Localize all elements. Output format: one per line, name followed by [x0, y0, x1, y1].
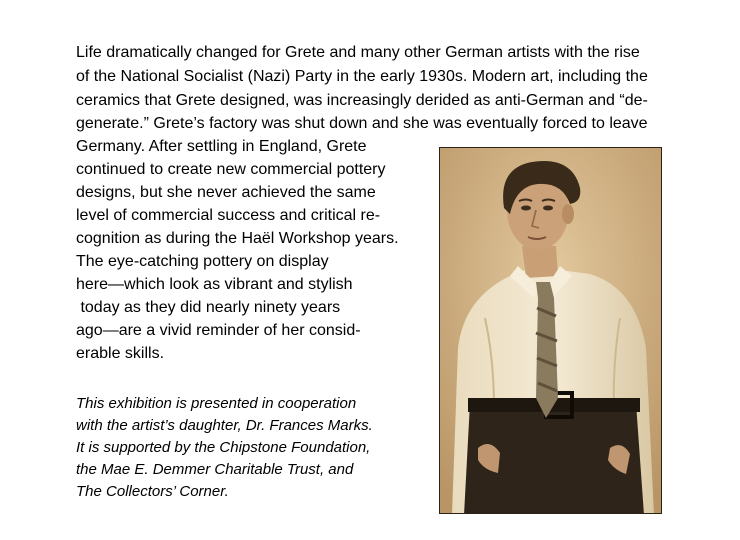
paragraph-line: level of commercial success and critical re- [76, 207, 381, 224]
paragraph-line: erable skills. [76, 345, 165, 362]
paragraph-line: of the National Socialist (Nazi) Party in the early 1930s. Modern art, including the [76, 68, 648, 85]
credit-line: the Mae E. Demmer Charitable Trust, and [76, 461, 354, 478]
paragraph-line: cognition as during the Haël Workshop years. [76, 230, 399, 247]
paragraph-line: designs, but she never achieved the same [76, 184, 376, 201]
paragraph-line: here—which look as vibrant and stylish [76, 276, 353, 293]
portrait-illustration [440, 148, 662, 514]
paragraph-line: Germany. After settling in England, Grete [76, 138, 367, 155]
paragraph-line: generate.” Grete’s factory was shut down and she was eventually forced to leave [76, 115, 648, 132]
paragraph-line: continued to create new commercial pottery [76, 161, 386, 178]
paragraph-line: ceramics that Grete designed, was increasingly derided as anti-German and “de- [76, 92, 648, 109]
paragraph-line: ago—are a vivid reminder of her consid- [76, 322, 361, 339]
portrait-photo [439, 147, 662, 514]
credit-line: It is supported by the Chipstone Foundation, [76, 439, 371, 456]
paragraph-line: Life dramatically changed for Grete and many other German artists with the rise [76, 44, 640, 61]
paragraph-line: The eye-catching pottery on display [76, 253, 329, 270]
credit-line: This exhibition is presented in cooperation [76, 395, 357, 412]
paragraph-line: today as they did nearly ninety years [76, 299, 341, 316]
credit-line: with the artist’s daughter, Dr. Frances Marks. [76, 417, 373, 434]
neck [522, 246, 558, 278]
credit-line: The Collectors’ Corner. [76, 483, 229, 500]
